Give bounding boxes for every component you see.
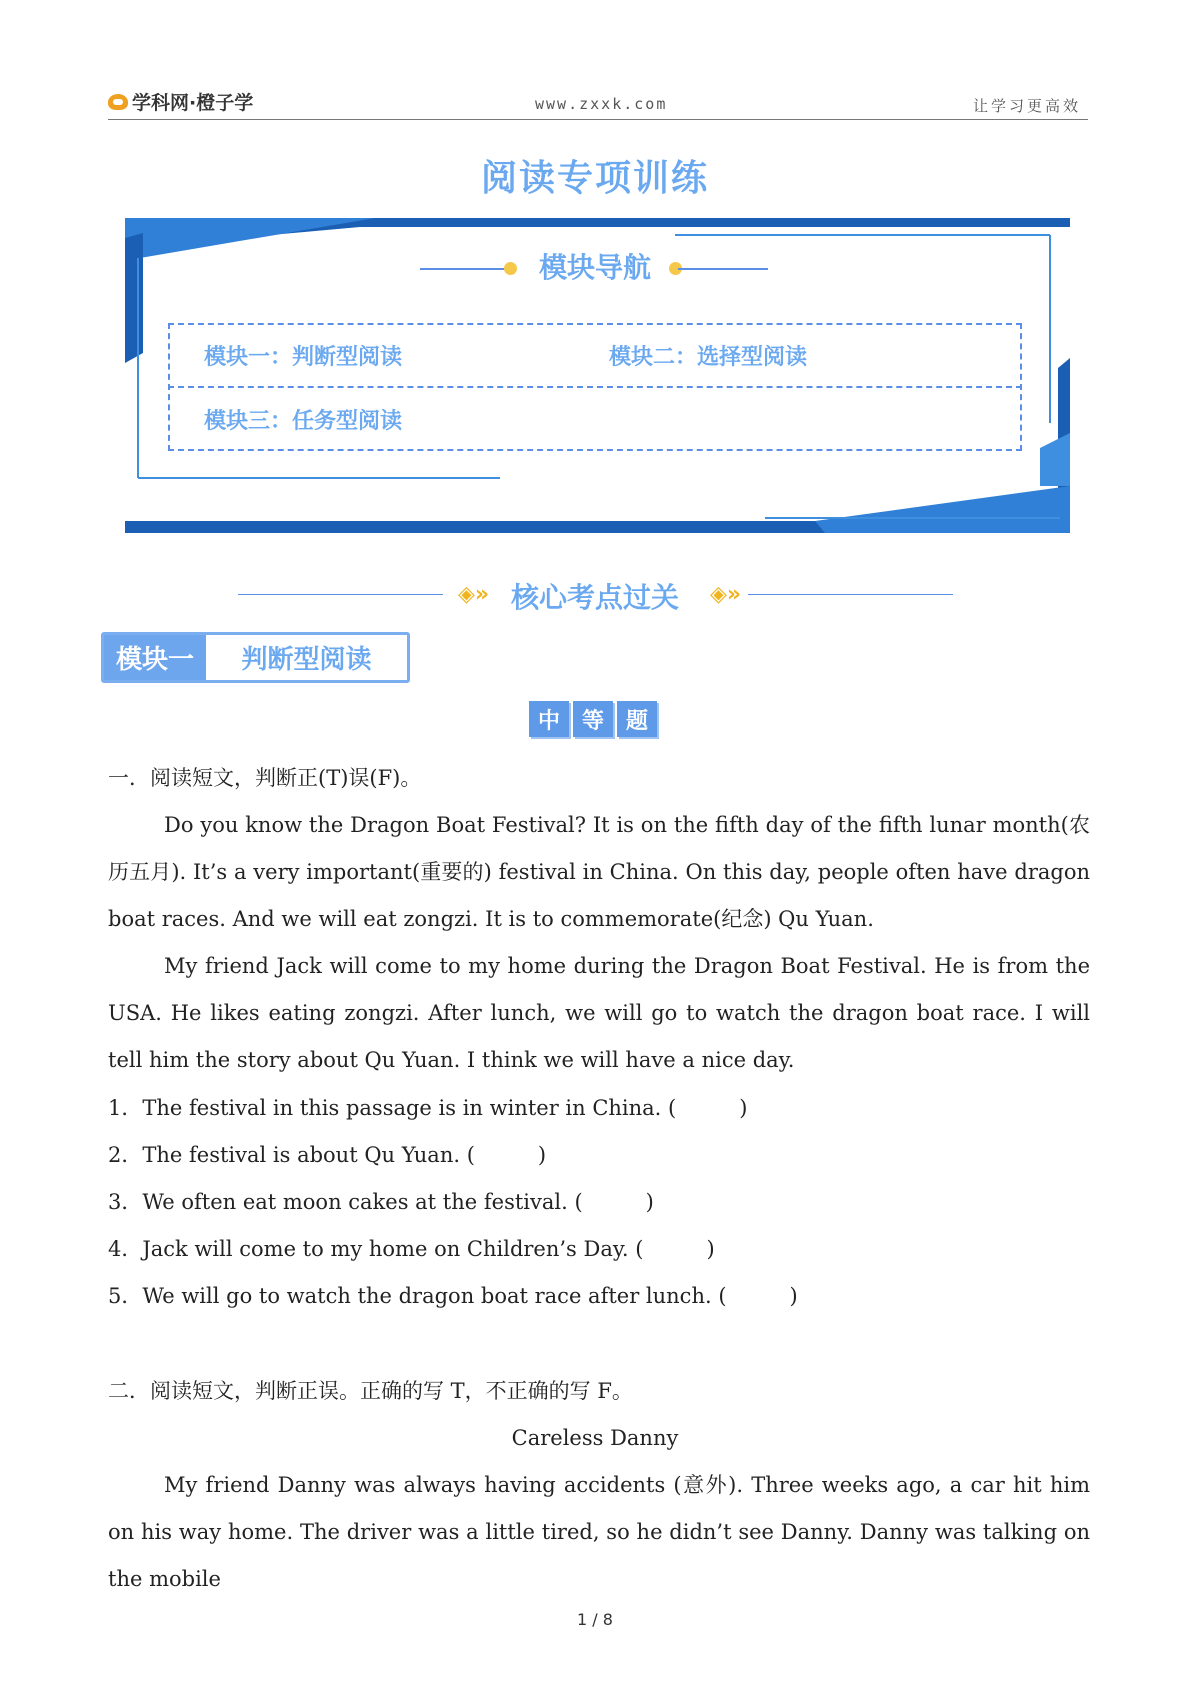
question-3: 3．We often eat moon cakes at the festival. ( ) (108, 1190, 654, 1214)
module-tab-number: 模块一 (104, 635, 206, 680)
part1-instruction: 一．阅读短文，判断正(T)误(F)。 (108, 766, 422, 790)
question-1: 1．The festival in this passage is in winter in China. ( ) (108, 1096, 748, 1120)
nav-title-line-right (678, 268, 768, 270)
part1-paragraph-2: My friend Jack will come to my home during the Dragon Boat Festival. He is from the USA. He likes eating zongzi. After lunch, we will go to watch the dragon boat race. I will tell him the story about Qu Yuan. I think we will have a nice day. (108, 954, 1090, 1072)
header-slogan: 让学习更高效 (973, 97, 1082, 115)
diamond-arrow-icon: ◈» (458, 582, 490, 607)
part1-paragraph-1: Do you know the Dragon Boat Festival? It is on the fifth day of the fifth lunar month(农历五月). It’s a very important(重要的) festival in China. On this day, people often have dragon boat races. And we will eat zongzi. It is to commemorate(纪念) Qu Yuan. (108, 813, 1090, 931)
part2-passage-title: Careless Danny (511, 1426, 679, 1450)
module-tab-name: 判断型阅读 (241, 645, 372, 675)
difficulty-badge (529, 701, 657, 737)
question-4: 4．Jack will come to my home on Children’s Day. ( ) (108, 1237, 715, 1261)
header-divider (108, 119, 1088, 120)
difficulty-char: 中 (529, 701, 569, 737)
part2-paragraph: My friend Danny was always having accidents (意外). Three weeks ago, a car hit him on his way home. The driver was a little tired, so he didn’t see Danny. Danny was talking on the mobile (108, 1473, 1090, 1591)
diamond-arrow-icon: ◈» (710, 582, 742, 607)
module-nav-divider (168, 386, 1022, 388)
question-5: 5．We will go to watch the dragon boat race after lunch. ( ) (108, 1284, 798, 1308)
logo-icon (108, 94, 128, 110)
site-logo (108, 88, 253, 115)
section-title: 核心考点过关 (510, 581, 679, 614)
question-2: 2．The festival is about Qu Yuan. ( ) (108, 1143, 547, 1167)
header-url: www.zxxk.com (535, 95, 668, 113)
logo-text: 学科网·橙子学 (132, 92, 254, 114)
difficulty-char: 题 (617, 701, 657, 737)
document-title: 阅读专项训练 (480, 157, 709, 199)
nav-item-module-1[interactable]: 模块一：判断型阅读 (204, 344, 403, 370)
module-nav-title: 模块导航 (538, 251, 651, 284)
section-line-right (748, 594, 953, 595)
page-number: 1 / 8 (577, 1610, 613, 1629)
nav-item-module-3[interactable]: 模块三：任务型阅读 (204, 408, 403, 434)
part2-instruction: 二．阅读短文，判断正误。正确的写 T，不正确的写 F。 (108, 1379, 633, 1403)
difficulty-char: 等 (573, 701, 613, 737)
nav-item-module-2[interactable]: 模块二：选择型阅读 (609, 344, 808, 370)
module-tab (101, 632, 410, 683)
